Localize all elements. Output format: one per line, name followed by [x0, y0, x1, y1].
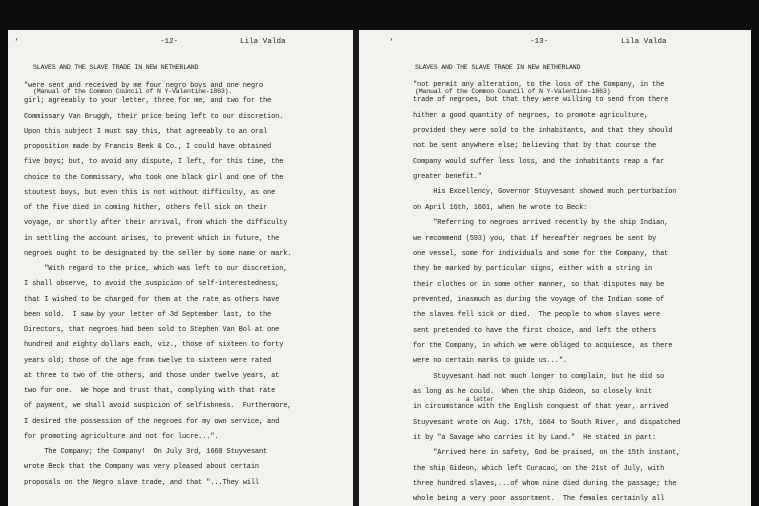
right-page-title-line: SLAVES AND THE SLAVE TRADE IN NEW NETHERLAND — [415, 64, 581, 71]
text-line: His Excellency, Governor Stuyvesant showed much perturbation — [413, 188, 677, 197]
text-line: "not permit any alteration, to the loss of the Company, in the — [413, 81, 665, 89]
text-line: sent pretended to have the first choice, and left the others — [413, 326, 657, 335]
text-line: I desired the possession of the negroes for my own service, and — [24, 417, 280, 426]
text-line: "Referring to negroes arrived recently by the ship Indian, — [413, 219, 669, 228]
left-page-source-line: (Manual of the Common Council of N Y-Valentine-1863). — [33, 88, 233, 95]
text-line: Commissary Van Bruggh, their price being left to our discretion. — [24, 112, 284, 121]
left-page-author: Lila Valda — [240, 38, 286, 46]
text-line: Stuyvesant had not much longer to complain, but he did so — [413, 372, 665, 381]
text-line: of the five died in coming hither, others fell sick on their — [24, 204, 268, 212]
text-line: voyage, or shortly after their arrival, from which the difficulty — [24, 219, 288, 228]
text-line: years old; those of the age from twelve to sixteen were rated — [24, 356, 272, 365]
text-line: I shall observe, to avoid the suspicion of self-interestedness, — [24, 280, 280, 289]
text-line: we recommend (593) you, that if hereafter negroes be sent by — [413, 234, 657, 243]
text-line: in circumstance with the English conquest of that year, arrived — [413, 403, 669, 412]
text-line: proposition made by Francis Beek & Co., I could have obtained — [24, 143, 272, 151]
text-line: wrote Beck that the Company was very pleased about certain — [24, 463, 259, 472]
text-line: Company would suffer less loss, and the inhabitants reap a far — [413, 157, 665, 166]
text-line: hither a good quantity of negroes, to promote agriculture, — [413, 111, 648, 120]
text-line: prevented, inasmuch as during the voyage of the Indian some of — [413, 295, 665, 304]
text-line: of payment, we shall avoid suspicion of selfishness. Furthermore, — [24, 402, 292, 411]
text-line: it by "a Savage who carries it by Land." He stated in part: — [413, 434, 657, 443]
text-line: that I wished to be charged for them at the rate as others have — [24, 295, 280, 304]
text-line: as long as he could. When the ship Gideon, so closely knit — [413, 388, 652, 396]
text-line: three hundred slaves,...of whom nine died during the passage; the — [413, 480, 677, 489]
text-line: at three to two of the others, and those under twelve years, at — [24, 371, 280, 380]
text-line: not be sent anywhere else; believing that by that course the — [413, 142, 657, 151]
text-line: choice to the Commissary, who took one black girl and one of the — [24, 173, 284, 182]
text-line: stoutest boys, but even this is not without difficulty, as one — [24, 188, 276, 197]
text-line: been sold. I saw by your letter of 3d September last, to the — [24, 310, 272, 319]
text-line: the slaves fell sick or died. The people to whom slaves were — [413, 311, 661, 320]
text-line: whole being a very poor assortment. The females certainly all — [413, 495, 665, 504]
text-line: were no certain marks to guide us...". — [413, 357, 567, 366]
text-line: negroes ought to be designated by the seller by some name or mark. — [24, 249, 292, 258]
left-page-corner-mark: ‘ — [14, 38, 19, 47]
text-line: they be marked by particular signs, either with a string in — [413, 265, 652, 274]
text-line: "Arrived here in safety, God be praised, on the 15th instant, — [413, 449, 681, 458]
text-line: Directors, that negroes had been sold to Stephen Van Bol at one — [24, 326, 280, 334]
text-line: for promoting agriculture and not for lucre...". — [24, 432, 219, 441]
text-line: trade of negroes, but that they were willing to send from there — [413, 96, 669, 105]
handwritten-insertion: a letter — [466, 396, 494, 403]
text-line: hundred and eighty dollars each, viz., those of sixteen to forty — [24, 341, 284, 350]
text-line: Upon this subject I must say this, that agreeably to an oral — [24, 127, 268, 136]
text-line: provided they were sold to the inhabitants, and that they should — [413, 127, 673, 136]
text-line: Stuyvesant wrote on Aug. 17th, 1664 to South River, and dispatched — [413, 418, 681, 427]
left-page-title-line: SLAVES AND THE SLAVE TRADE IN NEW NETHERLAND — [33, 64, 199, 71]
right-page-source-line: (Manual of the Common Council of N Y-Valentine-1863) — [415, 88, 611, 95]
text-line: girl; agreeably to your letter, three for me, and two for the — [24, 97, 272, 106]
right-page-number: -13- — [530, 38, 549, 46]
text-line: greater benefit." — [413, 173, 482, 182]
text-line: one vessel, some for individuals and some for the Company, that — [413, 249, 669, 258]
text-line: two for one. We hope and trust that, complying with that rate — [24, 387, 276, 395]
text-line: the ship Gideon, which left Curacao, on the 21st of July, with — [413, 464, 665, 473]
right-page-corner-mark: ‘ — [389, 38, 394, 47]
text-line: for the Company, in which we were obliged to acquiesce, as there — [413, 341, 673, 350]
right-page — [359, 30, 751, 506]
text-line: in settling the account arises, to prevent which in future, the — [24, 234, 280, 243]
left-page — [8, 30, 353, 506]
text-line: "were sent and received by me four negro boys and one negro — [24, 82, 263, 90]
right-page-author: Lila Valda — [621, 38, 667, 46]
text-line: five boys; but, to avoid any dispute, I left, for this time, the — [24, 158, 284, 167]
text-line: The Company; the Company! On July 3rd, 1660 Stuyvesant — [24, 448, 268, 456]
text-line: "With regard to the price, which was left to our discretion, — [24, 265, 288, 273]
text-line: their clothes or in some other manner, so that disputes may be — [413, 280, 665, 289]
left-page-number: -12- — [160, 38, 179, 46]
text-line: proposals on the Negro slave trade, and that "...They will — [24, 478, 259, 487]
text-line: on April 16th, 1661, when he wrote to Beck: — [413, 203, 588, 212]
